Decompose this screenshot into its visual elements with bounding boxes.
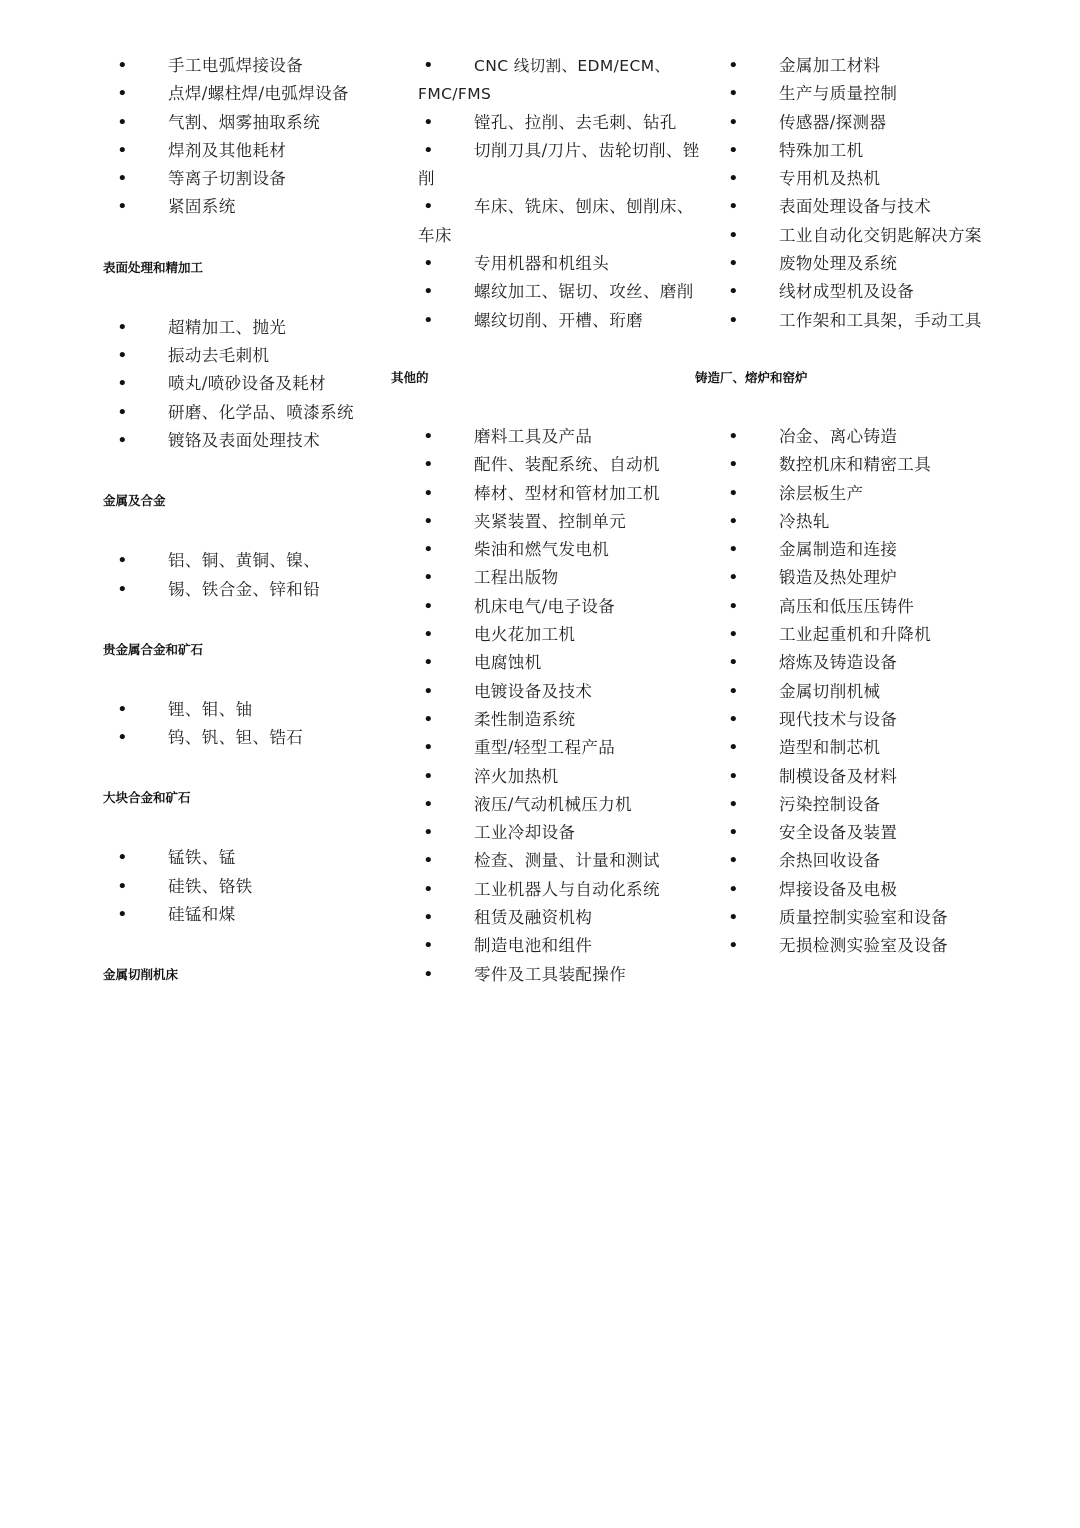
list-item: • 特殊加工机	[723, 137, 1013, 165]
list-item: • 无损检测实验室及设备	[723, 932, 1013, 960]
list-item: • 工作架和工具架，手动工具	[723, 307, 1013, 335]
section-heading-metal-cutting-machines: 金属切削机床	[103, 967, 179, 983]
list-item: • 焊接设备及电极	[723, 876, 1013, 904]
list-item: • 冶金、离心铸造	[723, 423, 1013, 451]
list-item: • 数控机床和精密工具	[723, 451, 1013, 479]
list-cnc	[418, 52, 708, 335]
list-item: • 铝、铜、黄铜、镍、	[112, 547, 402, 575]
list-item: • 制模设备及材料	[723, 763, 1013, 791]
list-item: • 工程出版物	[418, 564, 708, 592]
list-item: • 点焊/螺柱焊/电弧焊设备	[112, 80, 402, 108]
list-item: • 专用机器和机组头	[418, 250, 708, 278]
list-item: • 机床电气/电子设备	[418, 593, 708, 621]
list-item: • 工业冷却设备	[418, 819, 708, 847]
list-item: • 生产与质量控制	[723, 80, 1013, 108]
list-item: • 焊剂及其他耗材	[112, 137, 402, 165]
list-item: • 金属切削机械	[723, 678, 1013, 706]
list-item: • 螺纹加工、锯切、攻丝、磨削	[418, 278, 708, 306]
list-item: • 制造电池和组件	[418, 932, 708, 960]
list-item: • 熔炼及铸造设备	[723, 649, 1013, 677]
list-item: • 螺纹切削、开槽、珩磨	[418, 307, 708, 335]
list-item: • 工业自动化交钥匙解决方案	[723, 222, 1013, 250]
list-item: • 工业起重机和升降机	[723, 621, 1013, 649]
section-heading-other: 其他的	[391, 369, 429, 385]
section-heading-surface-treatment: 表面处理和精加工	[103, 259, 204, 275]
list-welding	[112, 52, 402, 222]
list-metals-alloys	[112, 547, 402, 604]
list-item: • 金属加工材料	[723, 52, 1013, 80]
list-item: • 淬火加热机	[418, 763, 708, 791]
list-item: • 余热回收设备	[723, 847, 1013, 875]
list-item: • 检查、测量、计量和测试	[418, 847, 708, 875]
list-item: • 工业机器人与自动化系统	[418, 876, 708, 904]
list-item: • 液压/气动机械压力机	[418, 791, 708, 819]
list-item: • 等离子切割设备	[112, 165, 402, 193]
list-item: • 锡、铁合金、锌和铅	[112, 576, 402, 604]
list-item: • 零件及工具装配操作	[418, 961, 708, 989]
list-item: • 配件、装配系统、自动机	[418, 451, 708, 479]
list-item: • 专用机及热机	[723, 165, 1013, 193]
list-item: • 线材成型机及设备	[723, 278, 1013, 306]
list-item: • 硅锰和煤	[112, 901, 402, 929]
list-item: • 电镀设备及技术	[418, 678, 708, 706]
list-item: • 镀铬及表面处理技术	[112, 427, 402, 455]
section-heading-foundry: 铸造厂、熔炉和窑炉	[695, 369, 808, 385]
list-surface-treatment	[112, 314, 402, 455]
list-item: • 金属制造和连接	[723, 536, 1013, 564]
list-item: • 造型和制芯机	[723, 734, 1013, 762]
list-other	[418, 423, 708, 989]
list-item: • 电火花加工机	[418, 621, 708, 649]
column-1	[103, 52, 402, 1021]
list-item: • 电腐蚀机	[418, 649, 708, 677]
list-item: • CNC 线切割、EDM/ECM、FMC/FMS	[418, 52, 708, 109]
list-item: • 车床、铣床、刨床、刨削床、车床	[418, 193, 708, 250]
section-heading-bulk-alloys: 大块合金和矿石	[103, 790, 191, 806]
list-foundry	[723, 423, 1013, 961]
section-heading-precious-metals: 贵金属合金和矿石	[103, 641, 204, 657]
list-item: • 手工电弧焊接设备	[112, 52, 402, 80]
list-bulk-alloys	[112, 844, 402, 929]
list-item: • 钨、钒、钽、锆石	[112, 724, 402, 752]
list-item: • 柴油和燃气发电机	[418, 536, 708, 564]
list-item: • 棒材、型材和管材加工机	[418, 480, 708, 508]
list-item: • 超精加工、抛光	[112, 314, 402, 342]
list-item: • 锂、钼、铀	[112, 696, 402, 724]
column-3	[695, 52, 1013, 961]
column-2	[391, 52, 708, 989]
list-item: • 喷丸/喷砂设备及耗材	[112, 370, 402, 398]
list-item: • 锰铁、锰	[112, 844, 402, 872]
list-item: • 污染控制设备	[723, 791, 1013, 819]
list-precious-metals	[112, 696, 402, 753]
list-item: • 振动去毛刺机	[112, 342, 402, 370]
list-item: • 切削刀具/刀片、齿轮切削、锉削	[418, 137, 708, 194]
list-item: • 重型/轻型工程产品	[418, 734, 708, 762]
list-item: • 涂层板生产	[723, 480, 1013, 508]
list-item: • 传感器/探测器	[723, 109, 1013, 137]
list-item: • 现代技术与设备	[723, 706, 1013, 734]
list-item: • 质量控制实验室和设备	[723, 904, 1013, 932]
section-heading-metals-alloys: 金属及合金	[103, 493, 166, 509]
list-item: • 废物处理及系统	[723, 250, 1013, 278]
list-item: • 高压和低压压铸件	[723, 593, 1013, 621]
list-item: • 表面处理设备与技术	[723, 193, 1013, 221]
list-materials	[723, 52, 1013, 335]
list-item: • 夹紧装置、控制单元	[418, 508, 708, 536]
list-item: • 磨料工具及产品	[418, 423, 708, 451]
list-item: • 镗孔、拉削、去毛刺、钻孔	[418, 109, 708, 137]
list-item: • 冷热轧	[723, 508, 1013, 536]
list-item: • 硅铁、铬铁	[112, 873, 402, 901]
list-item: • 租赁及融资机构	[418, 904, 708, 932]
list-item: • 紧固系统	[112, 193, 402, 221]
list-item: • 锻造及热处理炉	[723, 564, 1013, 592]
list-item: • 研磨、化学品、喷漆系统	[112, 399, 402, 427]
list-item: • 柔性制造系统	[418, 706, 708, 734]
list-item: • 气割、烟雾抽取系统	[112, 109, 402, 137]
list-item: • 安全设备及装置	[723, 819, 1013, 847]
